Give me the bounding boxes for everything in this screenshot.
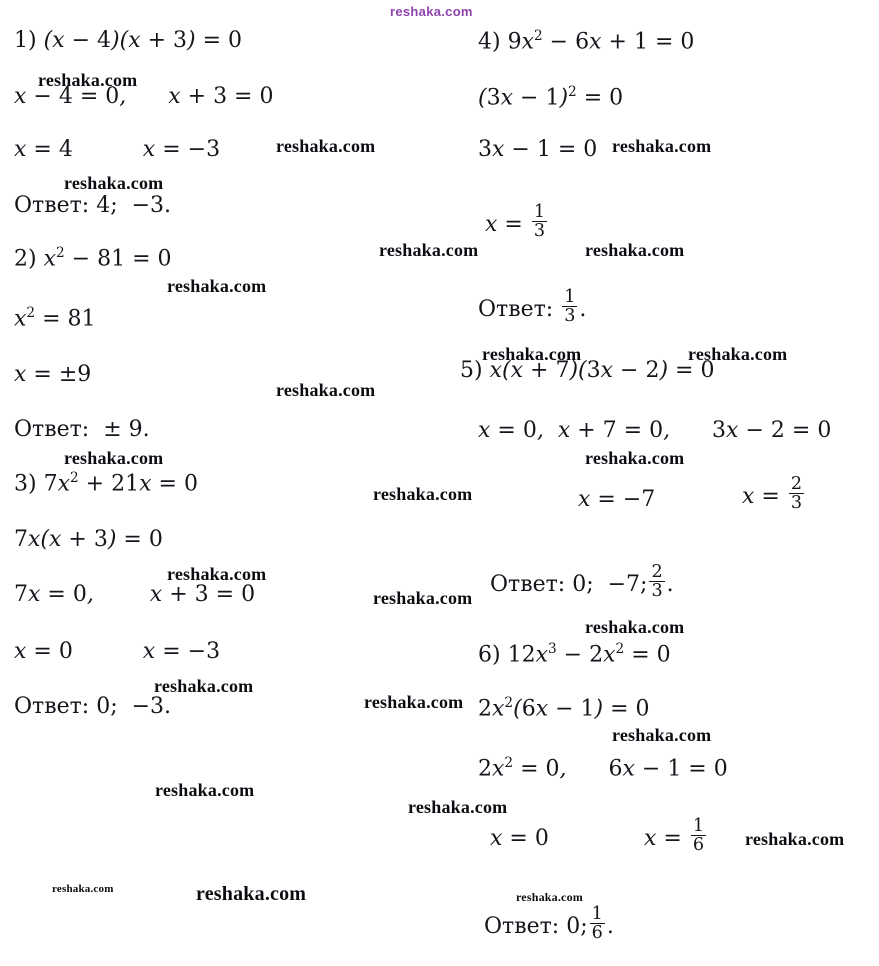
task1-line1: 1) (x − 4)(x + 3) = 0	[14, 28, 243, 53]
watermark: reshaka.com	[167, 276, 267, 296]
task6-answer: Ответ: 0; $\frac{1}{6}$ .	[484, 903, 614, 944]
watermark: reshaka.com	[482, 344, 582, 364]
watermark: reshaka.com	[408, 797, 508, 817]
watermark: reshaka.com	[364, 692, 464, 712]
watermark: reshaka.com	[373, 588, 473, 608]
task4-answer: Ответ: $\frac{1}{3}$ .	[478, 286, 587, 327]
task3-answer: Ответ: 0; −3.	[14, 694, 172, 719]
watermark: reshaka.com	[52, 883, 114, 895]
task1-line2: x − 4 = 0, x + 3 = 0	[14, 84, 274, 109]
task3-line4: x = 0 x = −3	[14, 639, 221, 664]
watermark: reshaka.com	[585, 448, 685, 468]
watermark: reshaka.com	[688, 344, 788, 364]
watermark: reshaka.com	[154, 676, 254, 696]
watermark: reshaka.com	[612, 136, 712, 156]
task3-line3: 7x = 0, x + 3 = 0	[14, 582, 256, 607]
task5-line3b: x = $\frac{2}{3}$	[742, 473, 803, 514]
watermark: reshaka.com	[276, 136, 376, 156]
task6-line1: 6) $12x^3 - 2x^2 = 0$	[478, 641, 671, 668]
task4-line2: $(3x - 1)^2 = 0$	[478, 84, 624, 111]
task4-line1: 4) $9x^2 - 6x + 1 = 0$	[478, 28, 695, 55]
task1-answer: Ответ: 4; −3.	[14, 193, 172, 218]
task3-line2: 7x(x + 3) = 0	[14, 527, 163, 552]
watermark: reshaka.com	[379, 240, 479, 260]
task6-line3: $2x^2 = 0$, 6x − 1 = 0	[478, 755, 728, 782]
task6-line2: $2x^2(6x - 1) = 0$	[478, 695, 650, 722]
watermark: reshaka.com	[167, 564, 267, 584]
watermark: reshaka.com	[612, 725, 712, 745]
task4-line3: 3x − 1 = 0	[478, 137, 598, 162]
watermark: reshaka.com	[585, 617, 685, 637]
task2-line3: x = ±9	[14, 362, 92, 387]
task2-answer: Ответ: ± 9.	[14, 417, 150, 442]
task6-line4a: x = 0	[490, 826, 549, 851]
task5-answer: Ответ: 0; −7; $\frac{2}{3}$ .	[490, 561, 674, 602]
watermark: reshaka.com	[196, 883, 307, 905]
watermark: reshaka.com	[745, 829, 845, 849]
task2-line1: 2) $x^2 - 81 = 0$	[14, 245, 172, 272]
watermark: reshaka.com	[585, 240, 685, 260]
watermark: reshaka.com	[64, 448, 164, 468]
task1-line3: x = 4 x = −3	[14, 137, 221, 162]
watermark: reshaka.com	[373, 484, 473, 504]
watermark: reshaka.com	[38, 70, 138, 90]
top-watermark: reshaka.com	[390, 4, 473, 19]
task3-line1: 3) $7x^2 + 21x = 0$	[14, 470, 198, 497]
task5-line3a: x = −7	[578, 487, 656, 512]
watermark: reshaka.com	[155, 780, 255, 800]
task5-line2: x = 0, x + 7 = 0, 3x − 2 = 0	[478, 418, 832, 443]
watermark: reshaka.com	[516, 890, 583, 904]
watermark: reshaka.com	[276, 380, 376, 400]
task6-line4b: x = $\frac{1}{6}$	[644, 815, 705, 856]
watermark: reshaka.com	[64, 173, 164, 193]
task2-line2: $x^2 = 81$	[14, 305, 96, 332]
task4-line4: x = $\frac{1}{3}$	[485, 201, 546, 242]
task5-line1: 5) x(x + 7)(3x − 2) = 0	[460, 358, 715, 383]
